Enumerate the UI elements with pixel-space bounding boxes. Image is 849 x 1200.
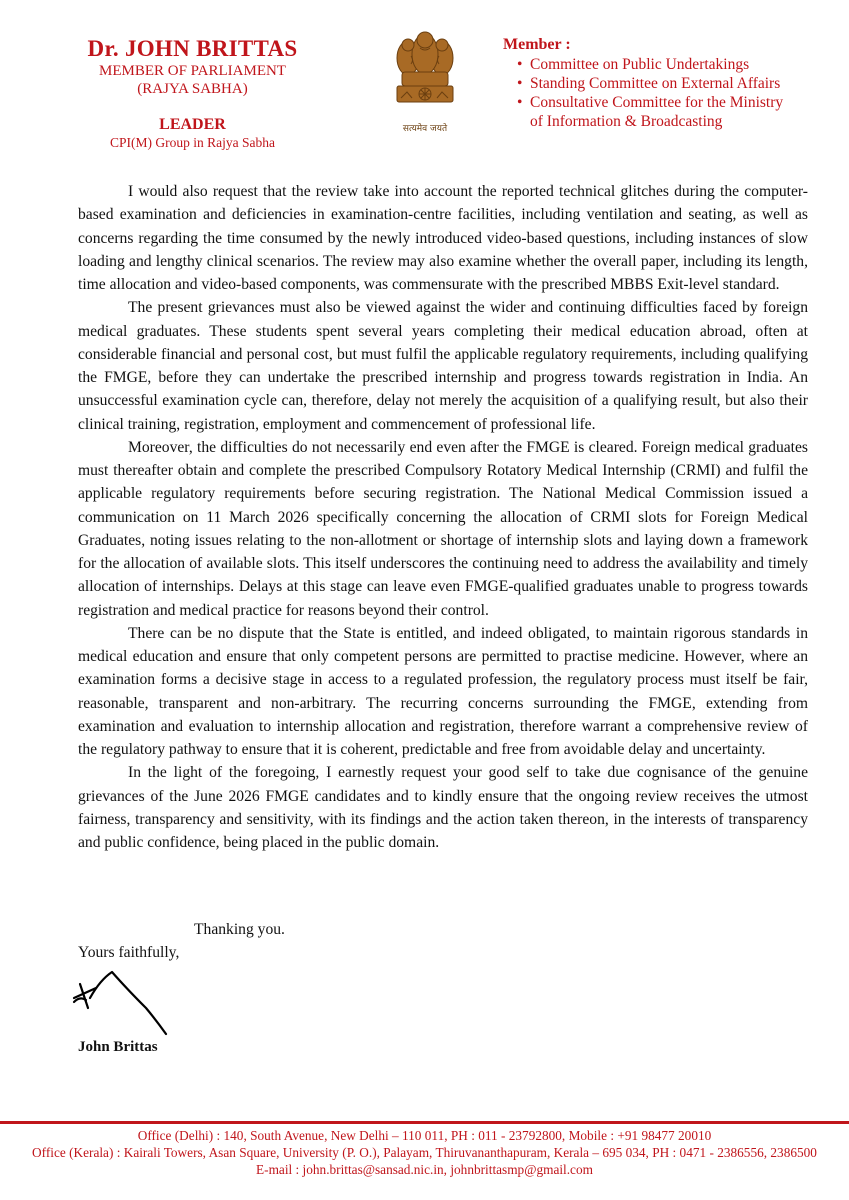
- body-paragraph: Moreover, the difficulties do not necessarily end even after the FMGE is cleared. Foreign medical graduates must thereafter obtain and complete the prescribed Compulsory Rotatory Medical Internship (CRMI) and fulfil the applicable regulatory requirements before securing registration. The National Medical Commission issued a communication on 11 March 2026 specifically concerning the allocation of CRMI slots for Foreign Medical Graduates, noting issues relating to the non-allotment or shortage of internship slots and laying down a framework for the allocation of available slots. This itself underscores the continuing need to address the availability and timely allocation of internships. Delays at this stage can leave even FMGE-qualified graduates unable to progress towards registration and medical practice for reasons beyond their control.: [78, 438, 808, 619]
- office-delhi: Office (Delhi) : 140, South Avenue, New Delhi – 110 011, PH : 011 - 23792800, Mobile : +91 98477 20010: [137, 1128, 712, 1143]
- letterhead-footer: [0, 1127, 849, 1178]
- thanking-line: Thanking you.: [194, 921, 285, 938]
- signer-name: John Brittas: [78, 1039, 158, 1055]
- sender-title: MEMBER OF PARLIAMENT: [99, 63, 286, 79]
- body-paragraph: In the light of the foregoing, I earnestly request your good self to take due cognisance of the genuine grievances of the June 2026 FMGE candidates and to kindly ensure that the ongoing review receives the utmost fairness, transparency and sensitivity, with its findings and the action taken thereon, in the interests of transparency and public confidence, being placed in the public domain.: [78, 764, 808, 851]
- membership-list: [503, 55, 833, 131]
- member-heading: Member :: [503, 36, 571, 53]
- sender-house: (RAJYA SABHA): [137, 81, 248, 97]
- letterhead-sender: [60, 36, 325, 152]
- emblem-motto: सत्यमेव जयते: [402, 124, 448, 134]
- contact-email: E-mail : john.brittas@sansad.nic.in, johnbrittasmp@gmail.com: [256, 1162, 593, 1177]
- party-group: CPI(M) Group in Rajya Sabha: [110, 135, 275, 150]
- handwritten-signature-icon: [66, 968, 176, 1040]
- national-emblem-icon: [393, 28, 457, 120]
- bullet-icon: •: [517, 56, 523, 73]
- body-paragraph: I would also request that the review take into account the reported technical glitches during the computer-based examination and deficiencies in examination-centre facilities, including ventilation and seating, as well as concerns regarding the time consumed by the newly introduced video-based questions, including instances of slow loading and lengthy clinical scenarios. The review may also examine whether the overall paper, including its length, time allocation and video-based components, was commensurate with the prescribed MBBS Exit-level standard.: [78, 183, 808, 293]
- body-paragraph: There can be no dispute that the State is entitled, and indeed obligated, to maintain rigorous standards in medical education and ensure that only competent persons are permitted to practise medicine. However, where an examination forms a decisive stage in access to a regulated profession, the regulatory process must itself be fair, reasonable, transparent and non-arbitrary. The recurring concerns surrounding the FMGE, extending from examination and evaluation to internship allocation and registration, therefore warrant a comprehensive review of the regulatory pathway to ensure that it is coherent, predictable and free from avoidable delay and uncertainty.: [78, 624, 808, 758]
- committee-memberships: [503, 35, 833, 131]
- membership-item: • Standing Committee on External Affairs: [517, 75, 781, 92]
- leader-label: LEADER: [159, 116, 226, 133]
- membership-item-continued: of Information & Broadcasting: [530, 113, 723, 130]
- letter-body: [78, 180, 808, 854]
- closing-salutation: Yours faithfully,: [78, 944, 180, 961]
- office-kerala: Office (Kerala) : Kairali Towers, Asan Square, University (P. O.), Palayam, Thiruvananthapuram, Kerala – 695 034, PH : 0471 - 2386556, 2386500: [32, 1145, 817, 1160]
- membership-item: • Committee on Public Undertakings: [517, 56, 750, 73]
- body-paragraph: The present grievances must also be viewed against the wider and continuing difficulties faced by foreign medical graduates. These students spent several years completing their medical education abroad, often at considerable financial and personal cost, but must fulfil the applicable regulatory requirements, including qualifying the FMGE, before they can undertake the prescribed internship and progress towards registration in India. An unsuccessful examination cycle can, therefore, delay not merely the acquisition of a qualifying result, but also their clinical training, registration, employment and commencement of professional life.: [78, 299, 808, 433]
- bullet-icon: •: [517, 94, 523, 111]
- sender-name: Dr. JOHN BRITTAS: [87, 36, 298, 61]
- national-emblem: [386, 28, 464, 138]
- bullet-icon: •: [517, 75, 523, 92]
- membership-item: • Consultative Committee for the Ministry: [517, 94, 784, 111]
- footer-divider: [0, 1121, 849, 1124]
